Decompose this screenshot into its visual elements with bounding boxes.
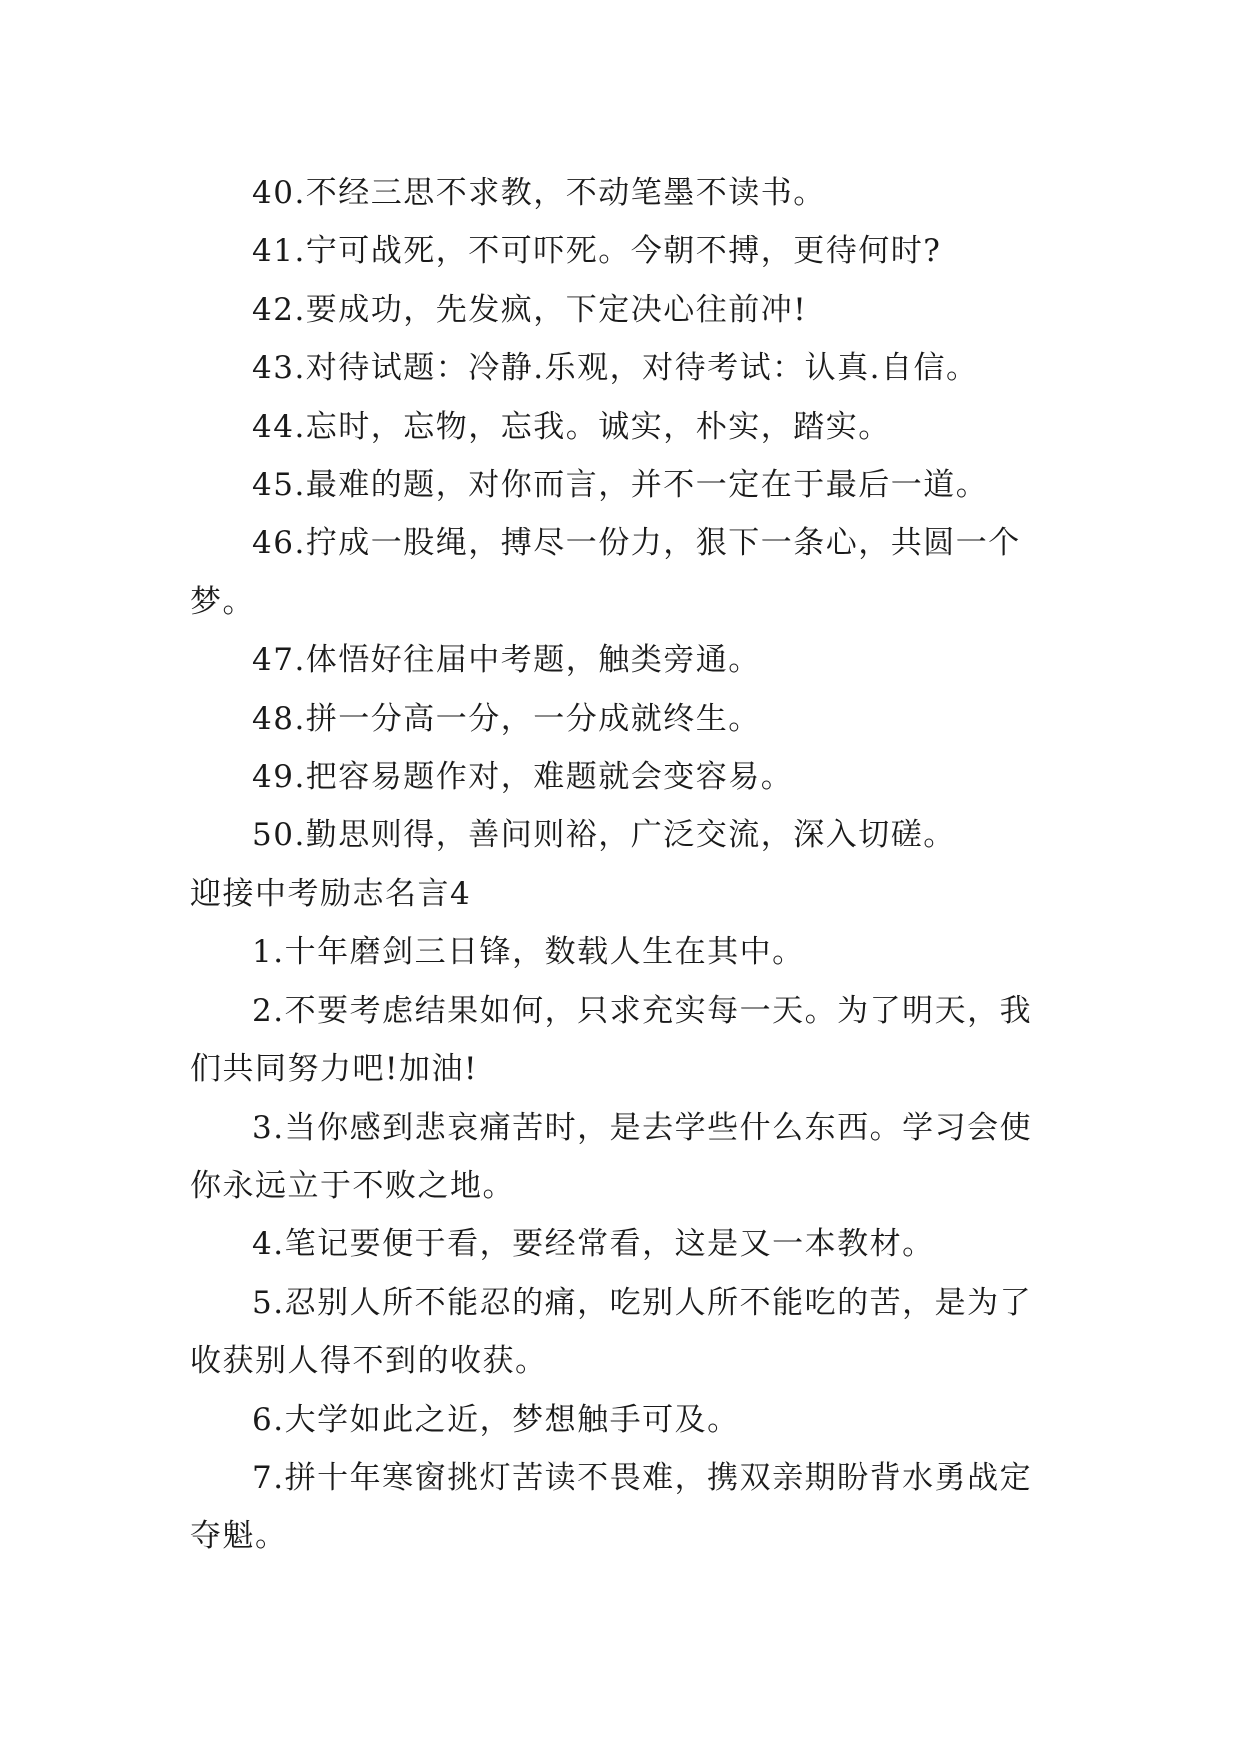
quote-2-continued: 们共同努力吧!加油!	[190, 1051, 478, 1088]
quote-48: 48.拼一分高一分，一分成就终生。	[252, 700, 761, 737]
document-page	[190, 164, 1060, 1566]
quote-49: 49.把容易题作对，难题就会变容易。	[252, 759, 794, 796]
quote-40: 40.不经三思不求教，不动笔墨不读书。	[252, 175, 826, 211]
section-heading: 迎接中考励志名言4	[190, 875, 472, 912]
quote-3-continued: 你永远立于不败之地。	[190, 1167, 515, 1204]
quote-44: 44.忘时，忘物，忘我。诚实，朴实，踏实。	[252, 408, 891, 445]
quote-1: 1.十年磨剑三日锋，数载人生在其中。	[252, 934, 805, 971]
quote-46-continued: 梦。	[190, 583, 255, 620]
quote-7: 7.拼十年寒窗挑灯苦读不畏难，携双亲期盼背水勇战定	[252, 1459, 1033, 1496]
quote-5-continued: 收获别人得不到的收获。	[190, 1343, 548, 1380]
quote-47: 47.体悟好往届中考题，触类旁通。	[252, 642, 761, 679]
quote-4: 4.笔记要便于看，要经常看，这是又一本教材。	[252, 1226, 935, 1263]
quote-7-continued: 夺魁。	[190, 1518, 288, 1555]
quote-46: 46.拧成一股绳，搏尽一份力，狠下一条心，共圆一个	[252, 525, 1021, 562]
quote-2: 2.不要考虑结果如何，只求充实每一天。为了明天，我	[252, 992, 1033, 1029]
quote-45: 45.最难的题，对你而言，并不一定在于最后一道。	[252, 467, 989, 504]
quote-50: 50.勤思则得，善问则裕，广泛交流，深入切磋。	[252, 817, 956, 854]
quote-42: 42.要成功，先发疯，下定决心往前冲!	[252, 291, 808, 328]
quote-41: 41.宁可战死，不可吓死。今朝不搏，更待何时?	[252, 233, 942, 270]
quote-43: 43.对待试题：冷静.乐观，对待考试：认真.自信。	[252, 350, 979, 387]
quote-6: 6.大学如此之近，梦想触手可及。	[252, 1401, 740, 1438]
quote-5: 5.忍别人所不能忍的痛，吃别人所不能吃的苦，是为了	[252, 1284, 1033, 1321]
quote-3: 3.当你感到悲哀痛苦时，是去学些什么东西。学习会使	[252, 1109, 1033, 1146]
